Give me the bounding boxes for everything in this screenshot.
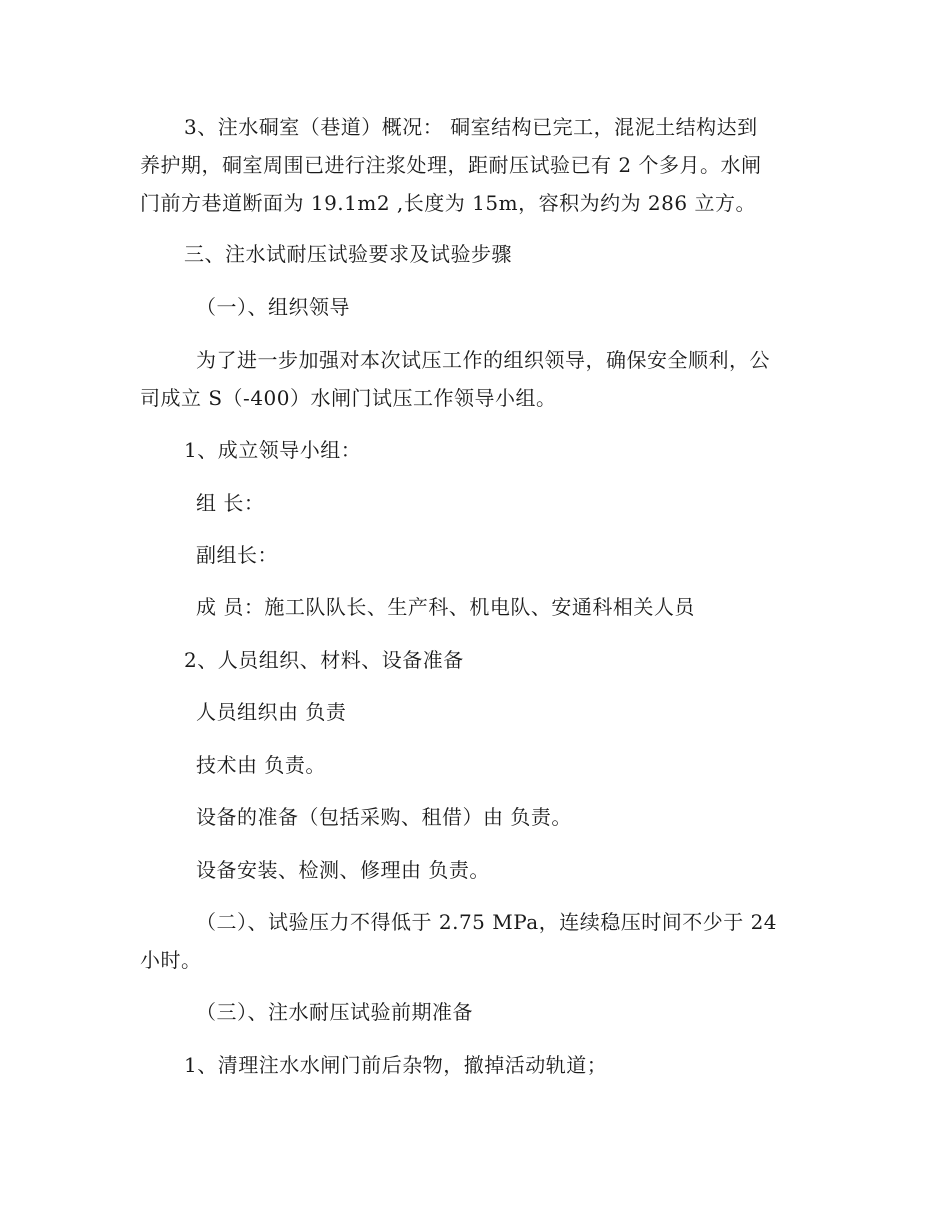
list-item: 组 长： (196, 491, 265, 515)
list-item: 1、清理注水水闸门前后杂物，撤掉活动轨道； (184, 1053, 608, 1077)
list-item: 设备安装、检测、修理由 负责。 (196, 858, 490, 882)
paragraph-line: 小时。 (140, 948, 202, 972)
subsection-heading: （二）、试验压力不得低于 2.75 MPa，连续稳压时间不少于 24 (196, 910, 778, 934)
list-item: 2、人员组织、材料、设备准备 (184, 648, 464, 672)
subsection-heading: （一）、组织领导 (196, 295, 350, 319)
list-item: 技术由 负责。 (196, 753, 326, 777)
list-item: 副组长： (196, 543, 278, 567)
list-item: 1、成立领导小组： (184, 438, 362, 462)
section-heading: 三、注水试耐压试验要求及试验步骤 (184, 242, 512, 266)
list-item: 成 员：施工队队长、生产科、机电队、安通科相关人员 (196, 595, 695, 619)
paragraph-line: 门前方巷道断面为 19.1m2 ,长度为 15m，容积为约为 286 立方。 (140, 191, 756, 215)
paragraph-line: 养护期，硐室周围已进行注浆处理，距耐压试验已有 2 个多月。水闸 (140, 153, 762, 177)
paragraph-line: 司成立 S（-400）水闸门试压工作领导小组。 (140, 386, 557, 410)
paragraph-line: 为了进一步加强对本次试压工作的组织领导，确保安全顺利，公 (196, 348, 770, 372)
paragraph-line: 3、注水硐室（巷道）概况： 硐室结构已完工，混泥土结构达到 (184, 115, 758, 139)
list-item: 设备的准备（包括采购、租借）由 负责。 (196, 805, 572, 829)
list-item: 人员组织由 负责 (196, 700, 347, 724)
subsection-heading: （三）、注水耐压试验前期准备 (196, 1000, 473, 1024)
